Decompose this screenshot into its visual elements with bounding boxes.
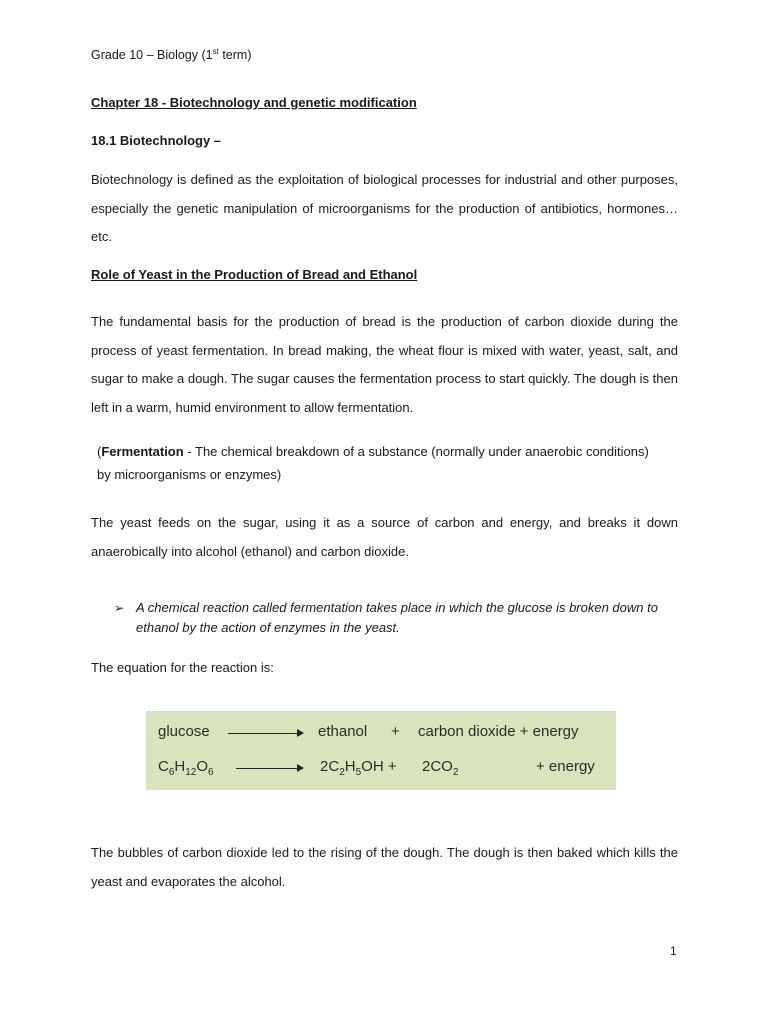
section-title: 18.1 Biotechnology –	[91, 133, 222, 148]
bullet-item-fermentation	[114, 598, 680, 638]
definition-term: Fermentation	[101, 444, 184, 459]
formula-co2: $2CO_2$	[422, 758, 459, 778]
arrow-bullet-icon: ➢	[114, 601, 125, 615]
header-superscript: st	[212, 46, 219, 56]
formula-ethanol: $2C_2H_5OH$ +	[320, 758, 397, 778]
bullet-text: A chemical reaction called fermentation takes place in which the glucose is broken down to ethanol by the action of enzymes in the yeast.	[136, 600, 658, 635]
word-product-ethanol: ethanol	[318, 723, 368, 740]
page-number: 1	[670, 944, 677, 958]
subheading-yeast-role: Role of Yeast in the Production of Bread and Ethanol	[91, 267, 418, 282]
formula-equation-row	[146, 758, 616, 780]
definition-open-paren: (	[97, 444, 102, 459]
equation-label: The equation for the reaction is:	[91, 660, 274, 675]
header-suffix: term)	[218, 48, 252, 62]
formula-glucose: $C_6H_{12}O_6$	[158, 758, 214, 778]
definition-text: - The chemical breakdown of a substance (normally under anaerobic conditions) by microorganisms or enzymes)	[97, 444, 649, 482]
paragraph-biotech-definition: Biotechnology is defined as the exploitation of biological processes for industrial and other purposes, especially the genetic manipulation of microorganisms for the production of antibiotics, hormones…etc.	[91, 172, 678, 244]
paragraph-yeast-feeding: The yeast feeds on the sugar, using it as a source of carbon and energy, and breaks it down anaerobically into alcohol (ethanol) and carbon dioxide.	[91, 515, 678, 559]
paragraph-bread-production: The fundamental basis for the production of bread is the production of carbon dioxide during the process of yeast fermentation. In bread making, the wheat flour is mixed with water, yeast, salt, and sugar to make a dough. The sugar causes the fermentation process to start quickly. The dough is then left in a warm, humid environment to allow fermentation.	[91, 314, 678, 415]
formula-energy: + energy	[536, 758, 595, 775]
page-header	[91, 48, 678, 62]
word-plus: +	[391, 723, 400, 740]
word-reactant: glucose	[158, 723, 210, 740]
reaction-arrow-icon	[236, 768, 302, 769]
paragraph-dough-rising: The bubbles of carbon dioxide led to the rising of the dough. The dough is then baked which kills the yeast and evaporates the alcohol.	[91, 845, 678, 889]
header-prefix: Grade 10 – Biology (1	[91, 48, 213, 62]
word-equation-row	[146, 723, 616, 745]
word-product-co2-energy: carbon dioxide + energy	[418, 723, 579, 740]
reaction-arrow-icon	[228, 733, 302, 734]
equation-box	[146, 711, 616, 790]
chapter-title: Chapter 18 - Biotechnology and genetic modification	[91, 95, 417, 110]
fermentation-definition	[97, 440, 657, 486]
